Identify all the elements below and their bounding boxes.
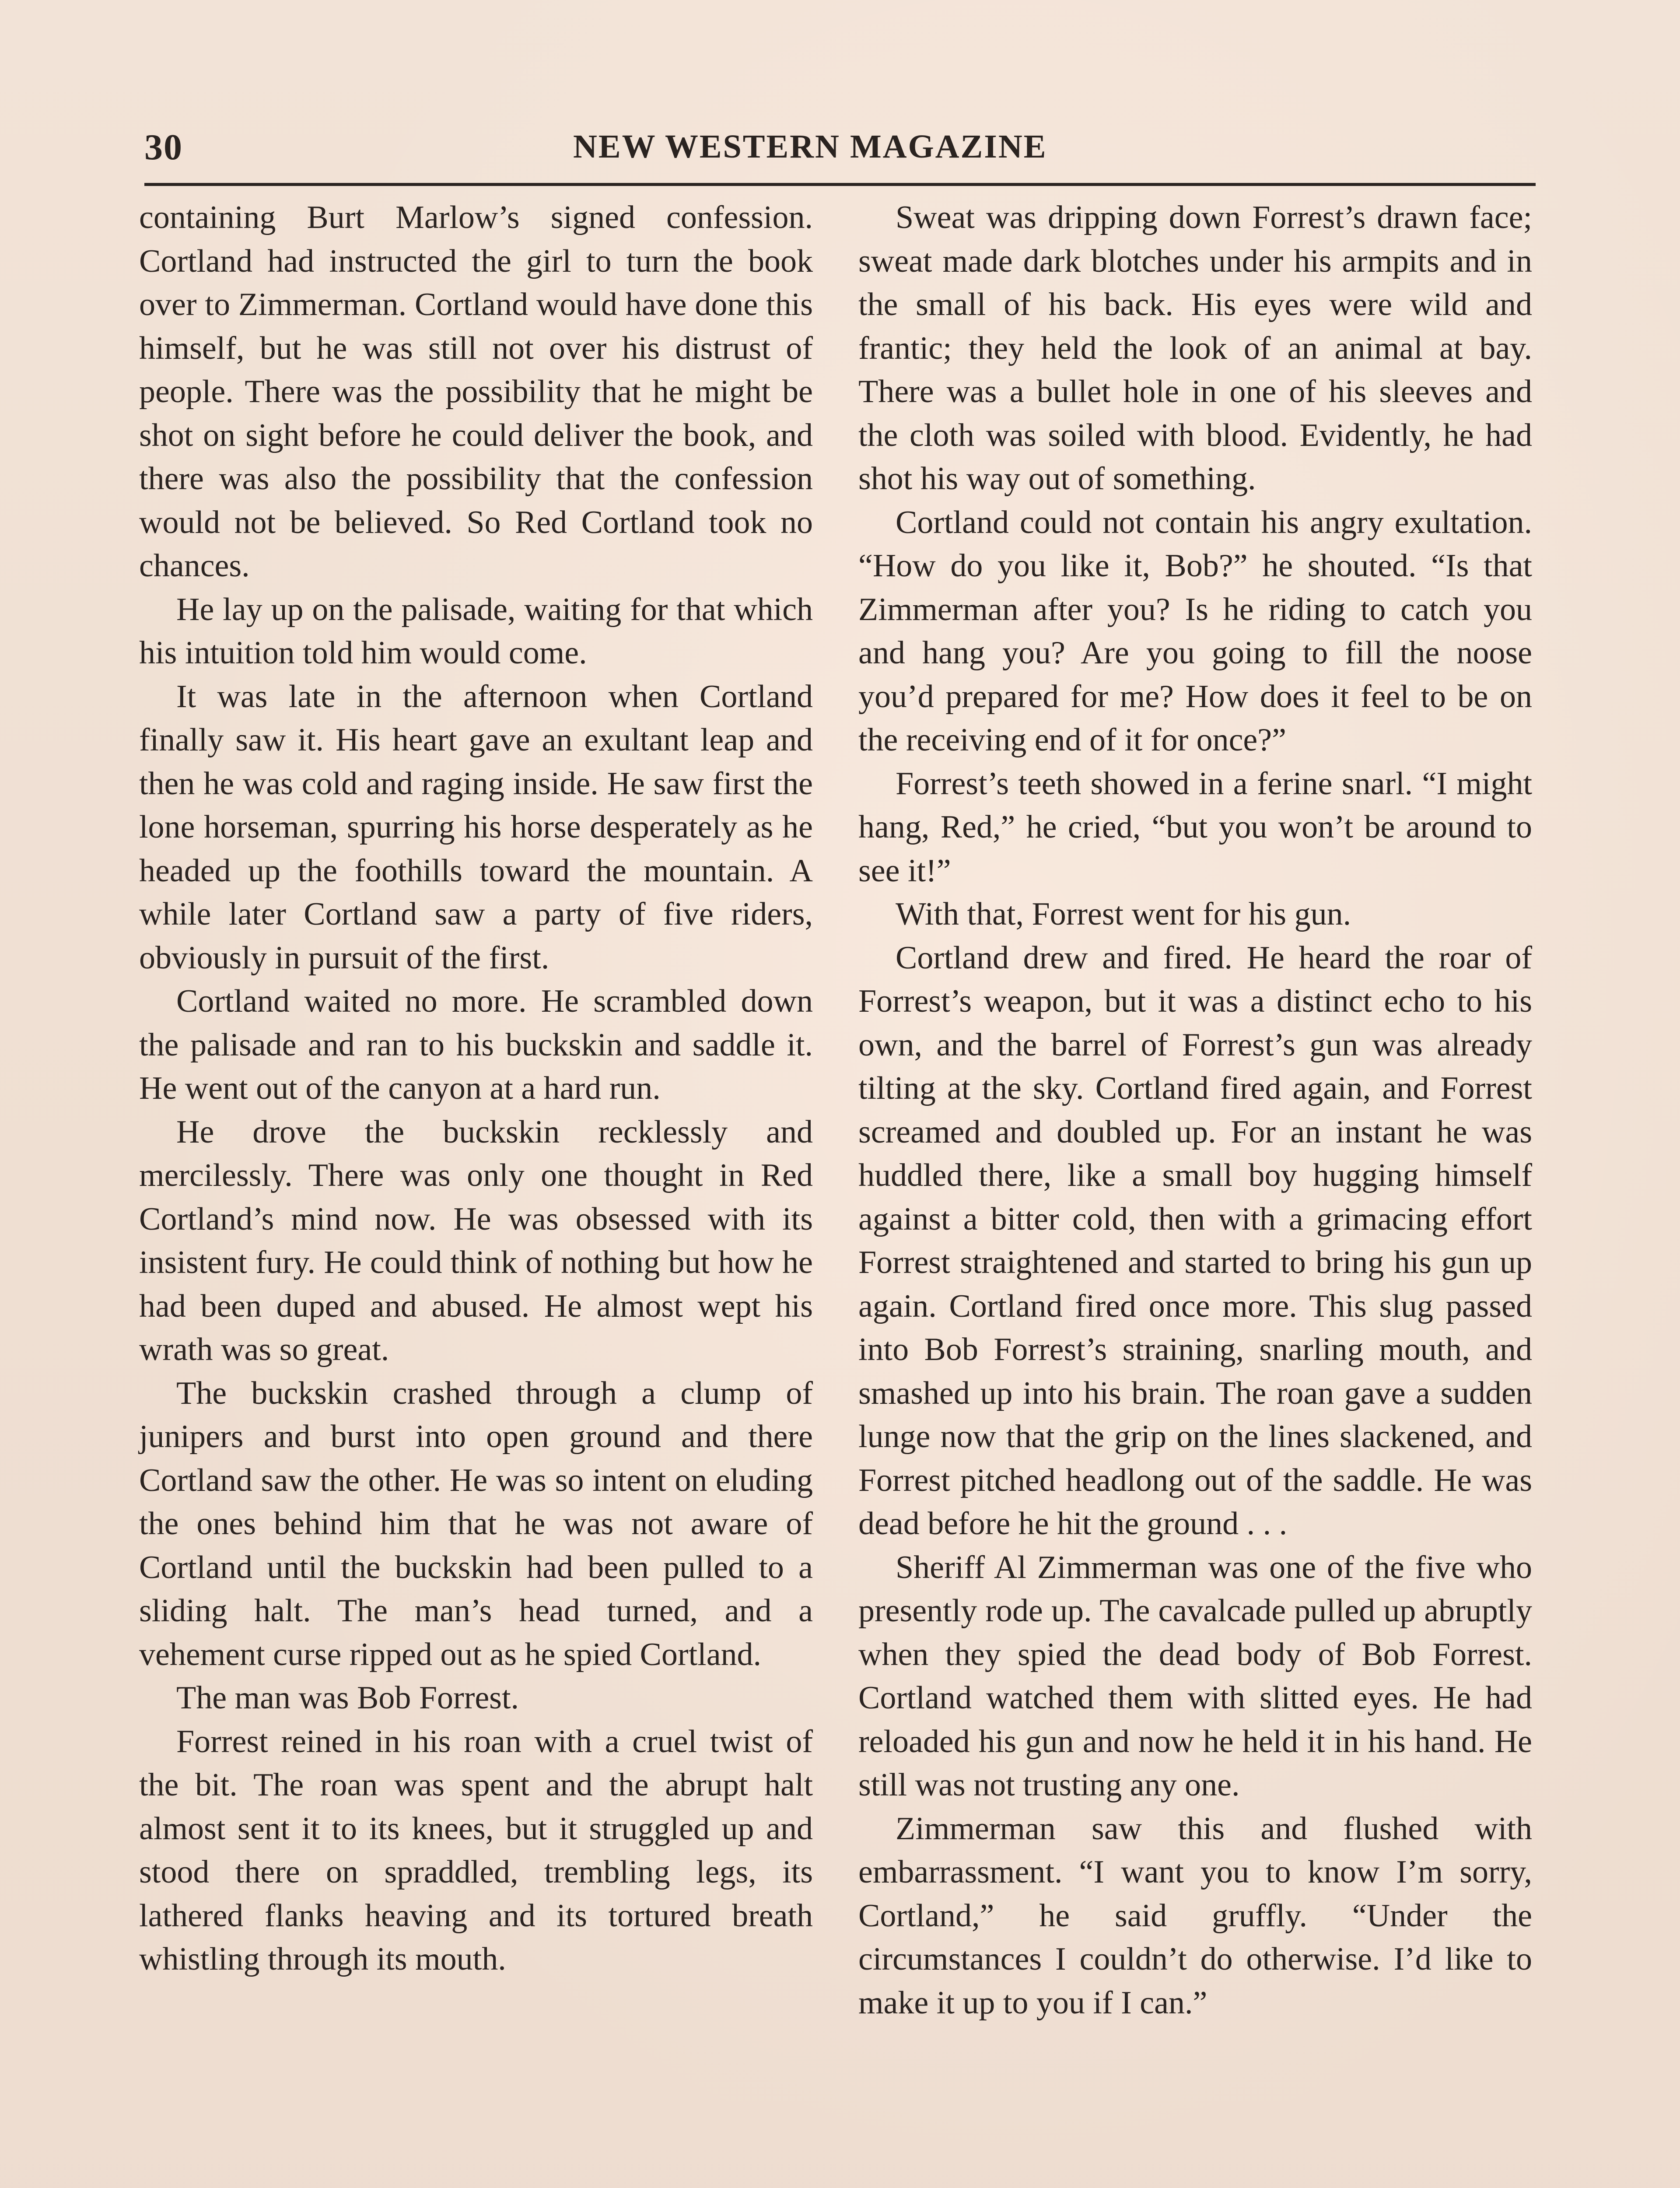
page-number: 30 bbox=[144, 127, 183, 168]
paragraph: Sweat was dripping down Forrest’s drawn face; sweat made dark blotches under his armpits and in the small of his back. His eyes were wild and frantic; they held the look of an animal at bay. There was a bullet hole in one of his sleeves and the cloth was soiled with blood. Evidently, he had shot his way out of something. bbox=[858, 200, 1532, 497]
paragraph: Forrest reined in his roan with a cruel twist of the bit. The roan was spent and the abrupt halt almost sent it to its knees, but it struggled up and stood there on spraddled, trembling legs, its lathered flanks heaving and its tortured breath whistling through its mouth. bbox=[139, 1723, 813, 1977]
paragraph: Zimmerman saw this and flushed with embarrassment. “I want you to know I’m sorry, Cortland,” he said gruffly. “Under the circumstances I couldn’t do otherwise. I’d like to make it up to you if I can.” bbox=[858, 1810, 1532, 2021]
paragraph: containing Burt Marlow’s signed confession. Cortland had instructed the girl to turn the book over to Zimmerman. Cortland would have done this himself, but he was still not over his distrust of people. There was the possibility that he might be shot on sight before he could deliver the book, and there was also the possibility that the confession would not be believed. So Red Cortland took no chances. bbox=[139, 200, 813, 584]
paragraph: With that, Forrest went for his gun. bbox=[896, 896, 1351, 932]
paragraph: He lay up on the palisade, waiting for that which his intuition told him would come. bbox=[139, 591, 813, 671]
paragraph: Forrest’s teeth showed in a ferine snarl. “I might hang, Red,” he cried, “but you won’t be around to see it!” bbox=[858, 765, 1532, 889]
paragraph: The buckskin crashed through a clump of junipers and burst into open ground and there Cortland saw the other. He was so intent on eluding the ones behind him that he was not aware of Cortland until the buckskin had been pulled to a sliding halt. The man’s head turned, and a vehement curse ripped out as he spied Cortland. bbox=[139, 1375, 813, 1673]
paragraph: Sheriff Al Zimmerman was one of the five who presently rode up. The cavalcade pulled up abruptly when they spied the dead body of Bob Forrest. Cortland watched them with slitted eyes. He had reloaded his gun and now he held it in his hand. He still was not trusting any one. bbox=[858, 1549, 1532, 1803]
magazine-title: NEW WESTERN MAGAZINE bbox=[573, 128, 1047, 165]
page-header bbox=[144, 126, 1536, 186]
paragraph: Cortland could not contain his angry exultation. “How do you like it, Bob?” he shouted. “Is that Zimmerman after you? Is he riding to catch you and hang you? Are you going to fill the noose you’d prepared for me? How does it feel to be on the receiving end of it for once?” bbox=[858, 504, 1532, 758]
paragraph: Cortland drew and fired. He heard the roar of Forrest’s weapon, but it was a distinct echo to his own, and the barrel of Forrest’s gun was already tilting at the sky. Cortland fired again, and Forrest screamed and doubled up. For an instant he was huddled there, like a small boy hugging himself against a bitter cold, then with a grimacing effort Forrest straightened and started to bring his gun up again. Cortland fired once more. This slug passed into Bob Forrest’s straining, snarling mouth, and smashed up into his brain. The roan gave a sudden lunge now that the grip on the lines slackened, and Forrest pitched headlong out of the saddle. He was dead before he hit the ground . . . bbox=[858, 940, 1532, 1542]
paragraph: Cortland waited no more. He scrambled down the palisade and ran to his buckskin and saddle it. He went out of the canyon at a hard run. bbox=[139, 983, 813, 1106]
right-column bbox=[858, 196, 1532, 2025]
paragraph: It was late in the afternoon when Cortland finally saw it. His heart gave an exultant leap and then he was cold and raging inside. He saw first the lone horseman, spurring his horse desperately as he headed up the foothills toward the mountain. A while later Cortland saw a party of five riders, obviously in pursuit of the first. bbox=[139, 678, 813, 976]
paragraph: The man was Bob Forrest. bbox=[176, 1680, 519, 1716]
paragraph: He drove the buckskin recklessly and mercilessly. There was only one thought in Red Cortland’s mind now. He was obsessed with its insistent fury. He could think of nothing but how he had been duped and abused. He almost wept his wrath was so great. bbox=[139, 1114, 813, 1368]
left-column bbox=[139, 196, 813, 1981]
